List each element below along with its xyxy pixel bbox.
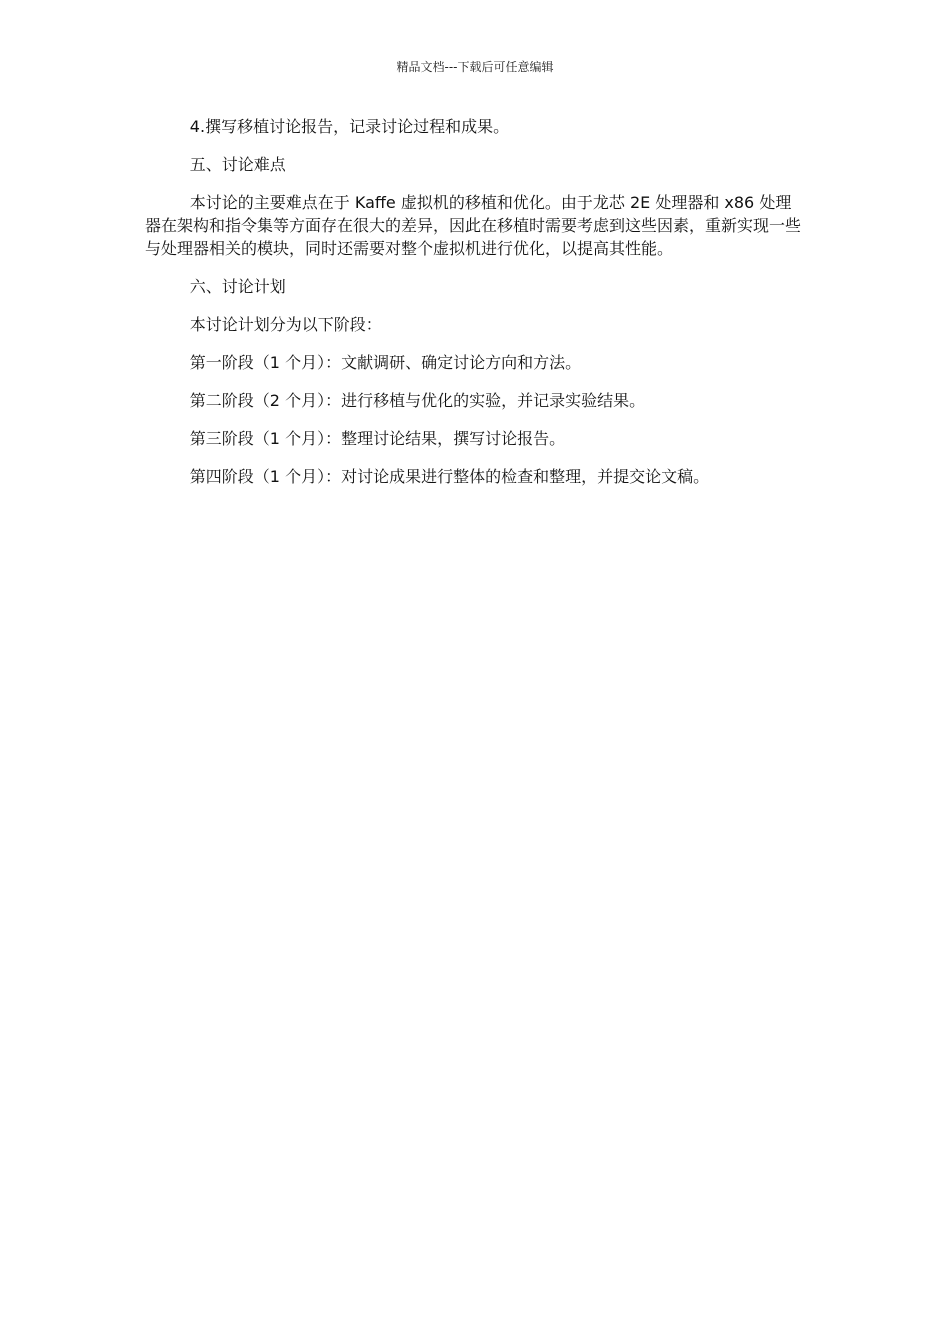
section-heading-difficulties: 五、讨论难点 <box>189 155 286 174</box>
plan-stage-1: 第一阶段（1 个月）：文献调研、确定讨论方向和方法。 <box>189 353 582 372</box>
list-item-step-4: 4.撰写移植讨论报告，记录讨论过程和成果。 <box>189 117 510 136</box>
plan-stage-2: 第二阶段（2 个月）：进行移植与优化的实验，并记录实验结果。 <box>189 391 646 410</box>
page-header: 精品文档---下载后可任意编辑 <box>396 60 554 74</box>
document-body <box>145 115 805 503</box>
paragraph-difficulties: 本讨论的主要难点在于 Kaffe 虚拟机的移植和优化。由于龙芯 2E 处理器和 x86 处理器在架构和指令集等方面存在很大的差异，因此在移植时需要考虑到这些因素，重新实现一些与处理器相关的模块，同时还需要对整个虚拟机进行优化，以提高其性能。 <box>145 193 802 258</box>
paragraph-plan-intro: 本讨论计划分为以下阶段： <box>189 315 382 334</box>
section-heading-plan: 六、讨论计划 <box>189 277 286 296</box>
plan-stage-3: 第三阶段（1 个月）：整理讨论结果，撰写讨论报告。 <box>189 429 566 448</box>
plan-stage-4: 第四阶段（1 个月）：对讨论成果进行整体的检查和整理，并提交论文稿。 <box>189 467 710 486</box>
